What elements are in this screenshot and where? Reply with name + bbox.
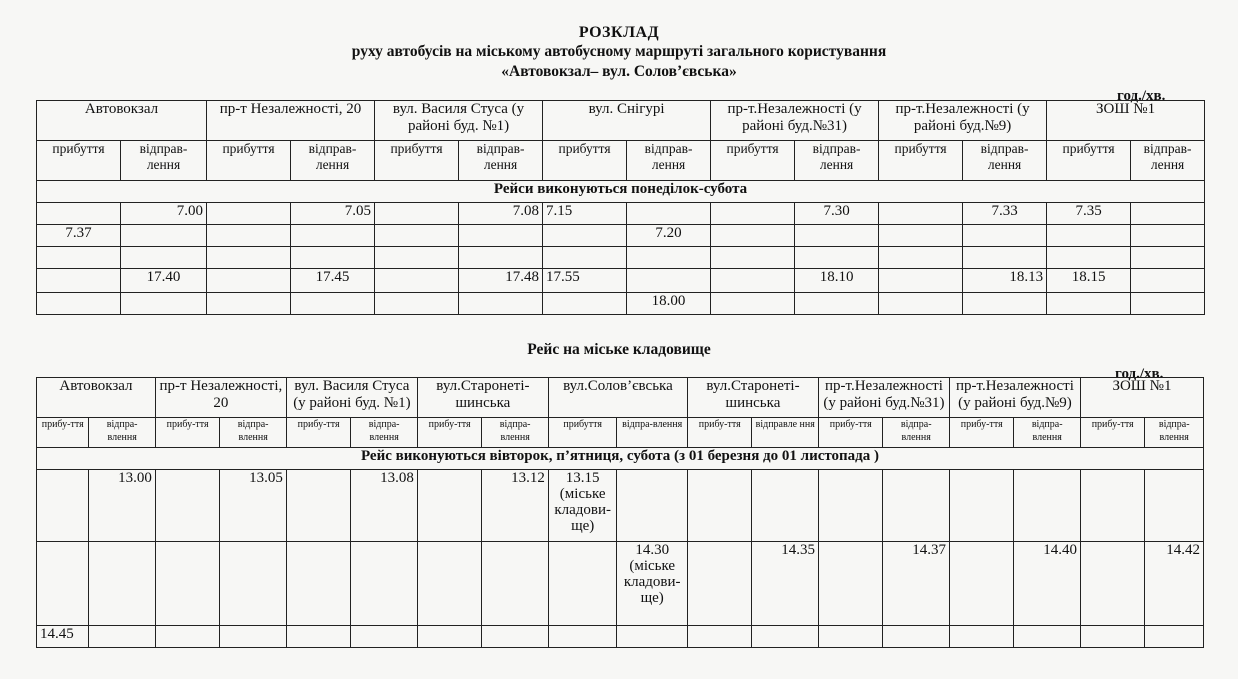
time-cell: 7.20 [627, 225, 711, 247]
stops-header-row [37, 101, 1205, 141]
time-cell [711, 225, 795, 247]
time-cell [818, 626, 882, 648]
time-cell: 7.35 [1047, 203, 1131, 225]
arrive-header: прибуття [711, 141, 795, 181]
time-cell [37, 203, 121, 225]
time-cell: 18.10 [795, 269, 879, 293]
stop-header: вул.Старонеті-шинська [687, 378, 818, 418]
arrive-header: прибу-ття [1080, 418, 1144, 448]
time-unit-label: год./хв. [1115, 366, 1164, 382]
time-cell [1131, 247, 1205, 269]
time-cell: 7.05 [291, 203, 375, 225]
arrive-header: прибу-ття [417, 418, 481, 448]
time-cell [155, 470, 219, 542]
time-cell [687, 470, 751, 542]
depart-header: відправле ння [752, 418, 819, 448]
table-row [37, 293, 1205, 315]
time-cell: 17.55 [543, 269, 627, 293]
time-cell: 18.13 [963, 269, 1047, 293]
table-row [37, 225, 1205, 247]
time-cell [37, 293, 121, 315]
stop-header: пр-т Незалежності, 20 [207, 101, 375, 141]
time-cell [207, 247, 291, 269]
stop-header: вул.Солов’євська [548, 378, 687, 418]
table-row [37, 247, 1205, 269]
stop-header: вул. Василя Стуса (у районі буд. №1) [286, 378, 417, 418]
time-cell [548, 542, 617, 626]
time-cell [752, 470, 819, 542]
time-unit-label: год./хв. [1117, 88, 1166, 104]
time-cell [375, 225, 459, 247]
time-cell [617, 470, 688, 542]
time-cell [548, 626, 617, 648]
depart-header: відправ-лення [963, 141, 1047, 181]
time-cell [375, 247, 459, 269]
time-cell [207, 293, 291, 315]
time-cell [291, 225, 375, 247]
arrive-header: прибуття [548, 418, 617, 448]
stop-header: ЗОШ №1 [1047, 101, 1205, 141]
time-cell [627, 203, 711, 225]
time-cell [417, 470, 481, 542]
time-cell [37, 542, 89, 626]
stop-header: пр-т.Незалежності (у районі буд.№9) [949, 378, 1080, 418]
arrive-depart-row [37, 141, 1205, 181]
time-cell [417, 626, 481, 648]
depart-header: відправ-лення [1131, 141, 1205, 181]
depart-header: відправ-лення [627, 141, 711, 181]
time-cell [375, 293, 459, 315]
time-cell: 14.37 [883, 542, 950, 626]
document-title: РОЗКЛАД [578, 24, 660, 41]
stop-header: вул. Василя Стуса (у районі буд. №1) [375, 101, 543, 141]
time-cell [963, 247, 1047, 269]
time-cell [949, 542, 1013, 626]
time-cell [89, 542, 156, 626]
time-cell: 13.00 [89, 470, 156, 542]
route-name: «Автовокзал– вул. Солов’євська» [501, 63, 737, 80]
depart-header: відпра-влення [883, 418, 950, 448]
stop-header: ЗОШ №1 [1080, 378, 1203, 418]
time-cell [795, 247, 879, 269]
time-cell [207, 225, 291, 247]
cemetery-schedule-table [36, 377, 1204, 648]
time-cell [1131, 269, 1205, 293]
time-cell [286, 626, 350, 648]
time-cell [351, 542, 418, 626]
time-cell [687, 542, 751, 626]
time-cell [459, 247, 543, 269]
time-cell [687, 626, 751, 648]
time-cell [1080, 626, 1144, 648]
time-cell [220, 626, 287, 648]
depart-header: відправ-лення [459, 141, 543, 181]
time-cell: 14.45 [37, 626, 89, 648]
table-row [37, 269, 1205, 293]
stop-header: вул. Снігурі [543, 101, 711, 141]
time-cell: 13.15 (міське кладови-ще) [548, 470, 617, 542]
stops-header-row [37, 378, 1204, 418]
time-cell [89, 626, 156, 648]
time-cell [879, 293, 963, 315]
time-cell [879, 269, 963, 293]
time-cell [711, 247, 795, 269]
time-cell [627, 247, 711, 269]
time-cell [883, 626, 950, 648]
time-cell: 7.00 [121, 203, 207, 225]
time-cell [879, 225, 963, 247]
time-cell [963, 225, 1047, 247]
depart-header: відпра-влення [220, 418, 287, 448]
arrive-header: прибу-ття [687, 418, 751, 448]
depart-header: відправ-лення [121, 141, 207, 181]
arrive-header: прибу-ття [818, 418, 882, 448]
time-cell [949, 470, 1013, 542]
time-cell [883, 470, 950, 542]
time-cell [1047, 247, 1131, 269]
depart-header: відправ-лення [291, 141, 375, 181]
stop-header: вул.Старонеті-шинська [417, 378, 548, 418]
time-cell: 14.30 (міське кладови-ще) [617, 542, 688, 626]
time-cell: 7.30 [795, 203, 879, 225]
time-cell [286, 542, 350, 626]
time-cell [543, 293, 627, 315]
depart-header: відпра-влення [617, 418, 688, 448]
table-row [37, 203, 1205, 225]
time-cell: 14.40 [1014, 542, 1081, 626]
arrive-header: прибуття [879, 141, 963, 181]
time-cell [1080, 470, 1144, 542]
time-cell [155, 626, 219, 648]
depart-header: відпра-влення [1014, 418, 1081, 448]
time-cell [207, 203, 291, 225]
arrive-header: прибуття [37, 141, 121, 181]
time-cell [1131, 293, 1205, 315]
time-cell: 13.12 [482, 470, 549, 542]
time-cell: 7.15 [543, 203, 627, 225]
time-cell [291, 293, 375, 315]
time-cell [351, 626, 418, 648]
time-cell [543, 225, 627, 247]
arrive-header: прибу-ття [949, 418, 1013, 448]
time-cell [459, 293, 543, 315]
arrive-header: прибуття [207, 141, 291, 181]
time-cell [752, 626, 819, 648]
time-cell [121, 225, 207, 247]
arrive-header: прибу-ття [37, 418, 89, 448]
table-row [37, 542, 1204, 626]
time-cell [879, 203, 963, 225]
stop-header: Автовокзал [37, 101, 207, 141]
band-row [37, 181, 1205, 203]
stop-header: пр-т.Незалежності (у районі буд.№31) [711, 101, 879, 141]
arrive-depart-row [37, 418, 1204, 448]
time-cell [459, 225, 543, 247]
time-cell [1047, 293, 1131, 315]
time-cell [879, 247, 963, 269]
time-cell: 7.08 [459, 203, 543, 225]
band-row [37, 448, 1204, 470]
time-cell: 17.45 [291, 269, 375, 293]
time-cell [711, 203, 795, 225]
time-cell [482, 626, 549, 648]
time-cell [121, 293, 207, 315]
time-cell [795, 225, 879, 247]
time-cell [1145, 470, 1204, 542]
stop-header: Автовокзал [37, 378, 156, 418]
depart-header: відпра-влення [482, 418, 549, 448]
stop-header: пр-т.Незалежності (у районі буд.№9) [879, 101, 1047, 141]
time-cell [375, 203, 459, 225]
time-cell [818, 470, 882, 542]
time-cell: 14.42 [1145, 542, 1204, 626]
document-subtitle: руху автобусів на міському автобусному маршруті загального користування [351, 43, 887, 60]
time-cell [482, 542, 549, 626]
time-cell [711, 293, 795, 315]
cemetery-route-title: Рейс на міське кладовище [527, 341, 711, 358]
arrive-header: прибу-ття [155, 418, 219, 448]
time-cell: 7.33 [963, 203, 1047, 225]
time-cell: 14.35 [752, 542, 819, 626]
time-cell [1131, 225, 1205, 247]
time-cell [1080, 542, 1144, 626]
time-cell: 18.00 [627, 293, 711, 315]
time-cell [1014, 470, 1081, 542]
time-cell [627, 269, 711, 293]
time-cell [818, 542, 882, 626]
time-cell: 13.05 [220, 470, 287, 542]
days-band: Рейси виконуються понеділок-субота [37, 181, 1205, 203]
arrive-header: прибу-ття [286, 418, 350, 448]
time-cell [795, 293, 879, 315]
stop-header: пр-т.Незалежності (у районі буд.№31) [818, 378, 949, 418]
time-cell [617, 626, 688, 648]
time-cell [1131, 203, 1205, 225]
days-band: Рейс виконуються вівторок, п’ятниця, субота (з 01 березня до 01 листопада ) [37, 448, 1204, 470]
weekday-schedule-table [36, 100, 1205, 315]
arrive-header: прибуття [1047, 141, 1131, 181]
time-cell [949, 626, 1013, 648]
time-cell: 18.15 [1047, 269, 1131, 293]
time-cell [1145, 626, 1204, 648]
stop-header: пр-т Незалежності, 20 [155, 378, 286, 418]
time-cell: 17.40 [121, 269, 207, 293]
time-cell: 7.37 [37, 225, 121, 247]
time-cell [37, 470, 89, 542]
time-cell [1047, 225, 1131, 247]
depart-header: відпра-влення [89, 418, 156, 448]
time-cell [711, 269, 795, 293]
time-cell [37, 247, 121, 269]
time-cell [207, 269, 291, 293]
time-cell [543, 247, 627, 269]
time-cell [155, 542, 219, 626]
arrive-header: прибуття [543, 141, 627, 181]
time-cell [220, 542, 287, 626]
time-cell [37, 269, 121, 293]
arrive-header: прибуття [375, 141, 459, 181]
time-cell: 13.08 [351, 470, 418, 542]
time-cell [963, 293, 1047, 315]
table-row [37, 470, 1204, 542]
time-cell [1014, 626, 1081, 648]
time-cell [417, 542, 481, 626]
time-cell [291, 247, 375, 269]
depart-header: відправ-лення [795, 141, 879, 181]
time-cell [375, 269, 459, 293]
time-cell [286, 470, 350, 542]
time-cell [121, 247, 207, 269]
depart-header: відпра-влення [351, 418, 418, 448]
depart-header: відпра-влення [1145, 418, 1204, 448]
table-row [37, 626, 1204, 648]
time-cell: 17.48 [459, 269, 543, 293]
